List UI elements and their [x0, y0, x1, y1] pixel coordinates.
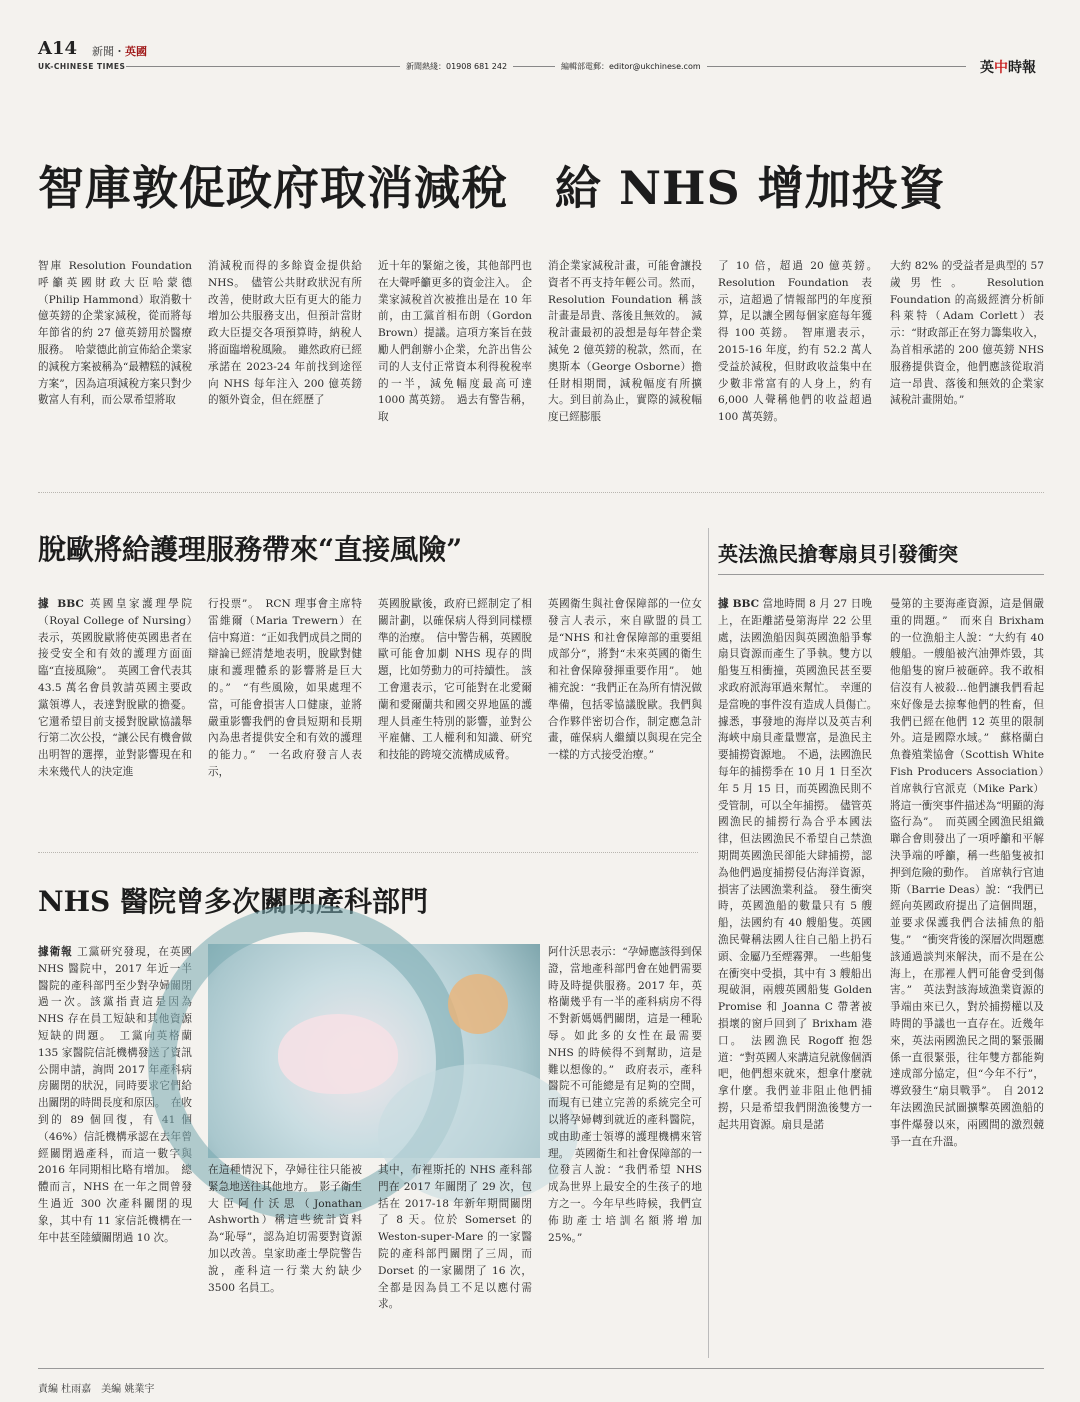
- section-separator-2: [38, 852, 698, 853]
- article2-column-4: 英國衛生與社會保障部的一位女發言人表示，來自歐盟的員工是“NHS 和社會保障部的重要組成部分”，將對“未來英國的衛生和社會保障發揮重要作用”。 她補充說：“我們正在為所有情況做準備，包括零協議脫歐。我們與合作夥伴密切合作，制定應急計畫，確保病人繼續以與現在完全一樣的方式接受治療。”: [548, 598, 702, 762]
- article3-column-2: 曼第的主要海產資源，這是個嚴重的問題。” 而來自 Brixham 的一位漁船主人說：“大約有 40 艘船。一艘船被汽油彈炸毀，其他船隻的窗戶被砸碎。我不敢相信沒有人被殺…他們讓我們看起來好像是去掠奪他們的牲畜，但我們已經在他們 12 英里的限制外。這是國際水域。” 蘇格蘭白魚養殖業協會（Scottish White Fish Producers Association）首席執行官派克（Mike Park）將這一衝突事件描述為“明顯的海盜行為”。 而英國全國漁民組織聯合會則發出了一項呼籲和平解決爭端的呼籲，稱一些船隻被扣押到危險的動作。 首席執行官迪斯（Barrie Deas）說：“我們已經向英國政府提出了這個問題，並要求保護我們合法捕魚的船隻。” “衝突背後的深層次問題應該通過談判來解決，而不是在公海上，在那裡人們可能會受到傷害。” 英法對該海域漁業資源的爭端由來已久，對於捕撈權以及時間的爭議也一直存在。近幾年來，英法兩國漁民之間的緊張關係一直很緊張，往年雙方都能夠達成部分協定，但“今年不行”，導致發生“扇貝戰爭”。 自 2012 年法國漁民試圖擴擊英國漁船的事件爆發以來，兩國間的激烈競爭一直在升溫。: [890, 598, 1044, 1148]
- article2-column-2: 行投票”。 RCN 理事會主席特雷維爾（Maria Trewern）在信中寫道：“正如我們成員之間的辯論已經清楚地表明，脫歐對健康和護理體系的影響將是巨大的。” “有些風險，如果處理不當，可能會損害人口健康，並將嚴重影響我們的會員短期和長期內為患者提供安全和有效的護理的能力。” 一名政府發言人表示，: [208, 598, 362, 778]
- article2-column-3: 英國脫歐後，政府已經制定了相關計劃，以確保病人得到同樣標準的治療。 信中警告稱，英國脫歐可能會加劇 NHS 現存的問題，比如勞動力的可持續性。 該工會還表示，它可能對在北愛爾蘭和愛爾蘭共和國交界地區的護理人員產生特別的影響，並對公平雇傭、工人權利和知識、研究和技能的跨境交流構成威脅。: [378, 598, 532, 762]
- article3-column-1: [718, 596, 883, 1354]
- article3-headline-rule: [718, 574, 1044, 575]
- section-specific: 英國: [125, 45, 147, 58]
- article1-column-6: 大約 82% 的受益者是典型的 57 歲男性。 Resolution Foundation 的高級經濟分析師科萊特（Adam Corlett）表示：“財政部正在努力籌集收入，為首相承諾的 200 億英鎊 NHS 服務提供資金，他們應該從取消這一昂貴、落後和無效的企業家減稅計畫開始。”: [890, 260, 1044, 407]
- incubator-photo: [208, 944, 540, 1158]
- article3-column-1-text: 當地時間 8 月 27 日晚上，在距離諾曼第海岸 22 公里處，法國漁船因與英國漁船爭奪扇貝資源而產生了爭執。雙方以船隻互相衝撞，英國漁民甚至要求政府派海軍過來幫忙。 幸運的是當晚的事件沒有造成人員傷亡。 據悉，事發地的海岸以及英吉利海峽中扇貝產量豐富，是漁民主要捕撈資源地。 不過，法國漁民每年的捕撈季在 10 月 1 日至次年 5 月 15 日，而英國漁民則不受管制，可以全年捕撈。 儘管英國漁民的捕撈行為合乎本國法律，但法國漁民不希望自己禁漁期間英國漁民卻能大肆捕撈，認為他們過度捕撈侵佔海洋資源，損害了法國漁業利益。 發生衝突時，英國漁船的數量只有 5 艘船，法國約有 40 艘船隻。英國漁民聲稱法國人往自己船上扔石頭、金屬乃至煙霧彈。 一些船隻在衝突中受損，其中有 3 艘船出現破洞，兩艘英國船隻 Golden Promise 和 Joanna C 帶著被損壞的窗戶回到了 Brixham 港口。 法國漁民 Rogoff 抱怨道：“對英國人來講這兒就像個酒吧，他們想來就來，想拿什麼就拿什麼。我們並非阻止他們捕撈，只是希望我們開漁後雙方一起共用資源。扇貝是諾: [718, 598, 883, 1131]
- logo-part-a: 英: [980, 60, 994, 76]
- section-general: 新聞: [92, 45, 114, 58]
- article2-byline: 據 BBC: [38, 598, 84, 610]
- article3-byline: 據 BBC: [718, 598, 760, 610]
- article1-column-1: 智庫 Resolution Foundation 呼籲英國財政大臣哈蒙德（Philip Hammond）取消數十億英鎊的企業家減稅，從而將每年節省的約 27 億英鎊用於醫療服務。 哈蒙德此前宣佈給企業家的減稅方案被稱為“最糟糕的減稅方案”，因為這項減稅方案只對少數富人有利，而公眾希望將取: [38, 260, 192, 407]
- article4-headline: NHS 醫院曾多次關閉產科部門: [38, 885, 429, 918]
- article3-headline: 英法漁民搶奪扇貝引發衝突: [718, 542, 958, 566]
- logo-part-b: 中: [994, 60, 1008, 76]
- section-dot: ・: [114, 45, 125, 58]
- logo-part-c: 時報: [1008, 60, 1036, 76]
- editor-email: 編輯部電郵：editor@ukchinese.com: [555, 61, 707, 72]
- article2-headline: 脫歐將給護理服務帶來“直接風險”: [38, 533, 463, 566]
- header-rule: [126, 66, 966, 67]
- page-number: A14: [38, 38, 78, 59]
- news-hotline: 新聞熱綫：01908 681 242: [400, 61, 513, 72]
- footer-credits: 責編 杜雨嘉 美編 姚業宇: [38, 1384, 155, 1395]
- article1-column-2: 消減稅而得的多餘資金提供給 NHS。 儘管公共財政狀況有所改善，使財政大臣有更大的能力增加公共服務支出，但預計當財政大臣提交各項預算時，納稅人將面臨增稅風險。 雖然政府已經承諾在 2023-24 年前找到途徑向 NHS 每年注入 200 億英鎊的額外資金，但在經歷了: [208, 260, 362, 407]
- article2-column-1-text: 英國皇家護理學院（Royal College of Nursing）表示，英國脫歐將使英國患者在接受安全和有效的護理方面面臨“直接風險”。 英國工會代表其 43.5 萬名會員敦請英國主要政黨領導人，表達對脫歐的擔憂。它還希望目前支援對脫歐協議舉行第二次公投，“讓公民有機會做出明智的選擇，並對影響現在和未來幾代人的決定進: [38, 598, 192, 778]
- article4-column-4: 阿什沃思表示：“孕婦應該得到保證，當地產科部門會在她們需要時及時提供服務。2017 年，英格蘭幾乎有一半的產科病房不得不對新媽媽們關閉，這是一種恥辱。如此多的女性在最需要 NHS 的時候得不到幫助，這是難以想像的。” 政府表示，產科醫院不可能總是有足夠的空間，而現有已建立完善的系統完全可以將孕婦轉到就近的產科醫院，或由助產士領導的護理機構來管理。 英國衛生和社會保障部的一位發言人說：“我們希望 NHS 成為世界上最安全的生孩子的地方之一。今年早些時候，我們宣佈助產士培訓名額將增加 25%。”: [548, 946, 702, 1244]
- article1-column-3: 近十年的緊縮之後，其他部門也在大聲呼籲更多的資金注入。 企業家減稅首次被推出是在 10 年前，由工黨首相布朗（Gordon Brown）提議。這項方案旨在鼓勵人們創辦小企業，允許出售公司的人支付正常資本利得稅稅率的一半，減免幅度最高可達 1000 萬英鎊。 過去有警告稱，取: [378, 260, 532, 424]
- article4-column-2: 在這種情況下，孕婦往往只能被緊急地送往其他地方。 影子衛生大臣阿什沃思（Jonathan Ashworth）稱這些統計資料為“恥辱”，認為迫切需要對資源加以改善。皇家助產士學院警告說，產科這一行業大約缺少 3500 名員工。: [208, 1164, 362, 1294]
- paper-name: UK-CHINESE TIMES: [38, 62, 126, 71]
- footer-rule: [38, 1368, 1044, 1369]
- article4-column-3: 其中，布裡斯托的 NHS 產科部門在 2017 年關閉了 29 次，包括在 2017-18 年新年期間關閉了 8 天。位於 Somerset 的 Weston-super-Mare 的一家醫院的產科部門關閉了三周，而 Dorset 的一家關閉了 16 次，全都是因為員工不足以應付需求。: [378, 1164, 532, 1311]
- sidebar-divider: [708, 528, 709, 1358]
- photo-light-shape: [448, 974, 508, 1034]
- section-separator: [38, 492, 1044, 493]
- article1-column-5: 了 10 倍，超過 20 億英鎊。 Resolution Foundation 表示，這超過了情報部門的年度預算，足以讓全國每個家庭每年獲得 100 英鎊。 智庫還表示，2015-16 年度，約有 52.2 萬人受益於減稅，但財政收益集中在少數非常富有的人身上，約有 6,000 人聲稱他們的收益超過 100 萬英鎊。: [718, 260, 883, 424]
- article1-headline: 智庫敦促政府取消減稅 給 NHS 增加投資: [38, 161, 946, 215]
- newspaper-logo: [980, 57, 1036, 77]
- photo-baby-shape: [278, 1014, 398, 1094]
- article4-column-1-text: 工黨研究發現，在英國 NHS 醫院中，2017 年近一半醫院的產科部門至少對孕婦關閉過一次。該黨指責這是因為 NHS 存在員工短缺和其他資源短缺的問題。 工黨向英格蘭 135 家醫院信託機構發送了資訊公開申請，詢問 2017 年產科病房關閉的狀況，同時要求它們給出關閉的時間長度和原因。 在收到的 89 個回復，有 41 個（46%）信託機構承認在去年曾經關閉過產科，而這一數字與 2016 年同期相比略有增加。 總體而言，NHS 在一年之間曾發生過近 300 次產科關閉的現象，其中有 11 家信託機構在一年中甚至陸續關閉過 10 次。: [38, 946, 193, 1244]
- article4-byline: 據衛報: [38, 946, 73, 958]
- article1-column-4: 消企業家減稅計畫，可能會讓投資者不再支持年輕公司。然而，Resolution Foundation 稱該計畫是昂貴、落後且無效的。 減稅計畫最初的設想是每年替企業減免 2 億英鎊的稅款，然而，在奧斯本（George Osborne）擔任財相期間，減稅幅度有所擴大。到目前為止，實際的減稅幅度已經膨脹: [548, 260, 702, 424]
- section-label: [92, 43, 147, 59]
- article2-column-1: [38, 596, 192, 832]
